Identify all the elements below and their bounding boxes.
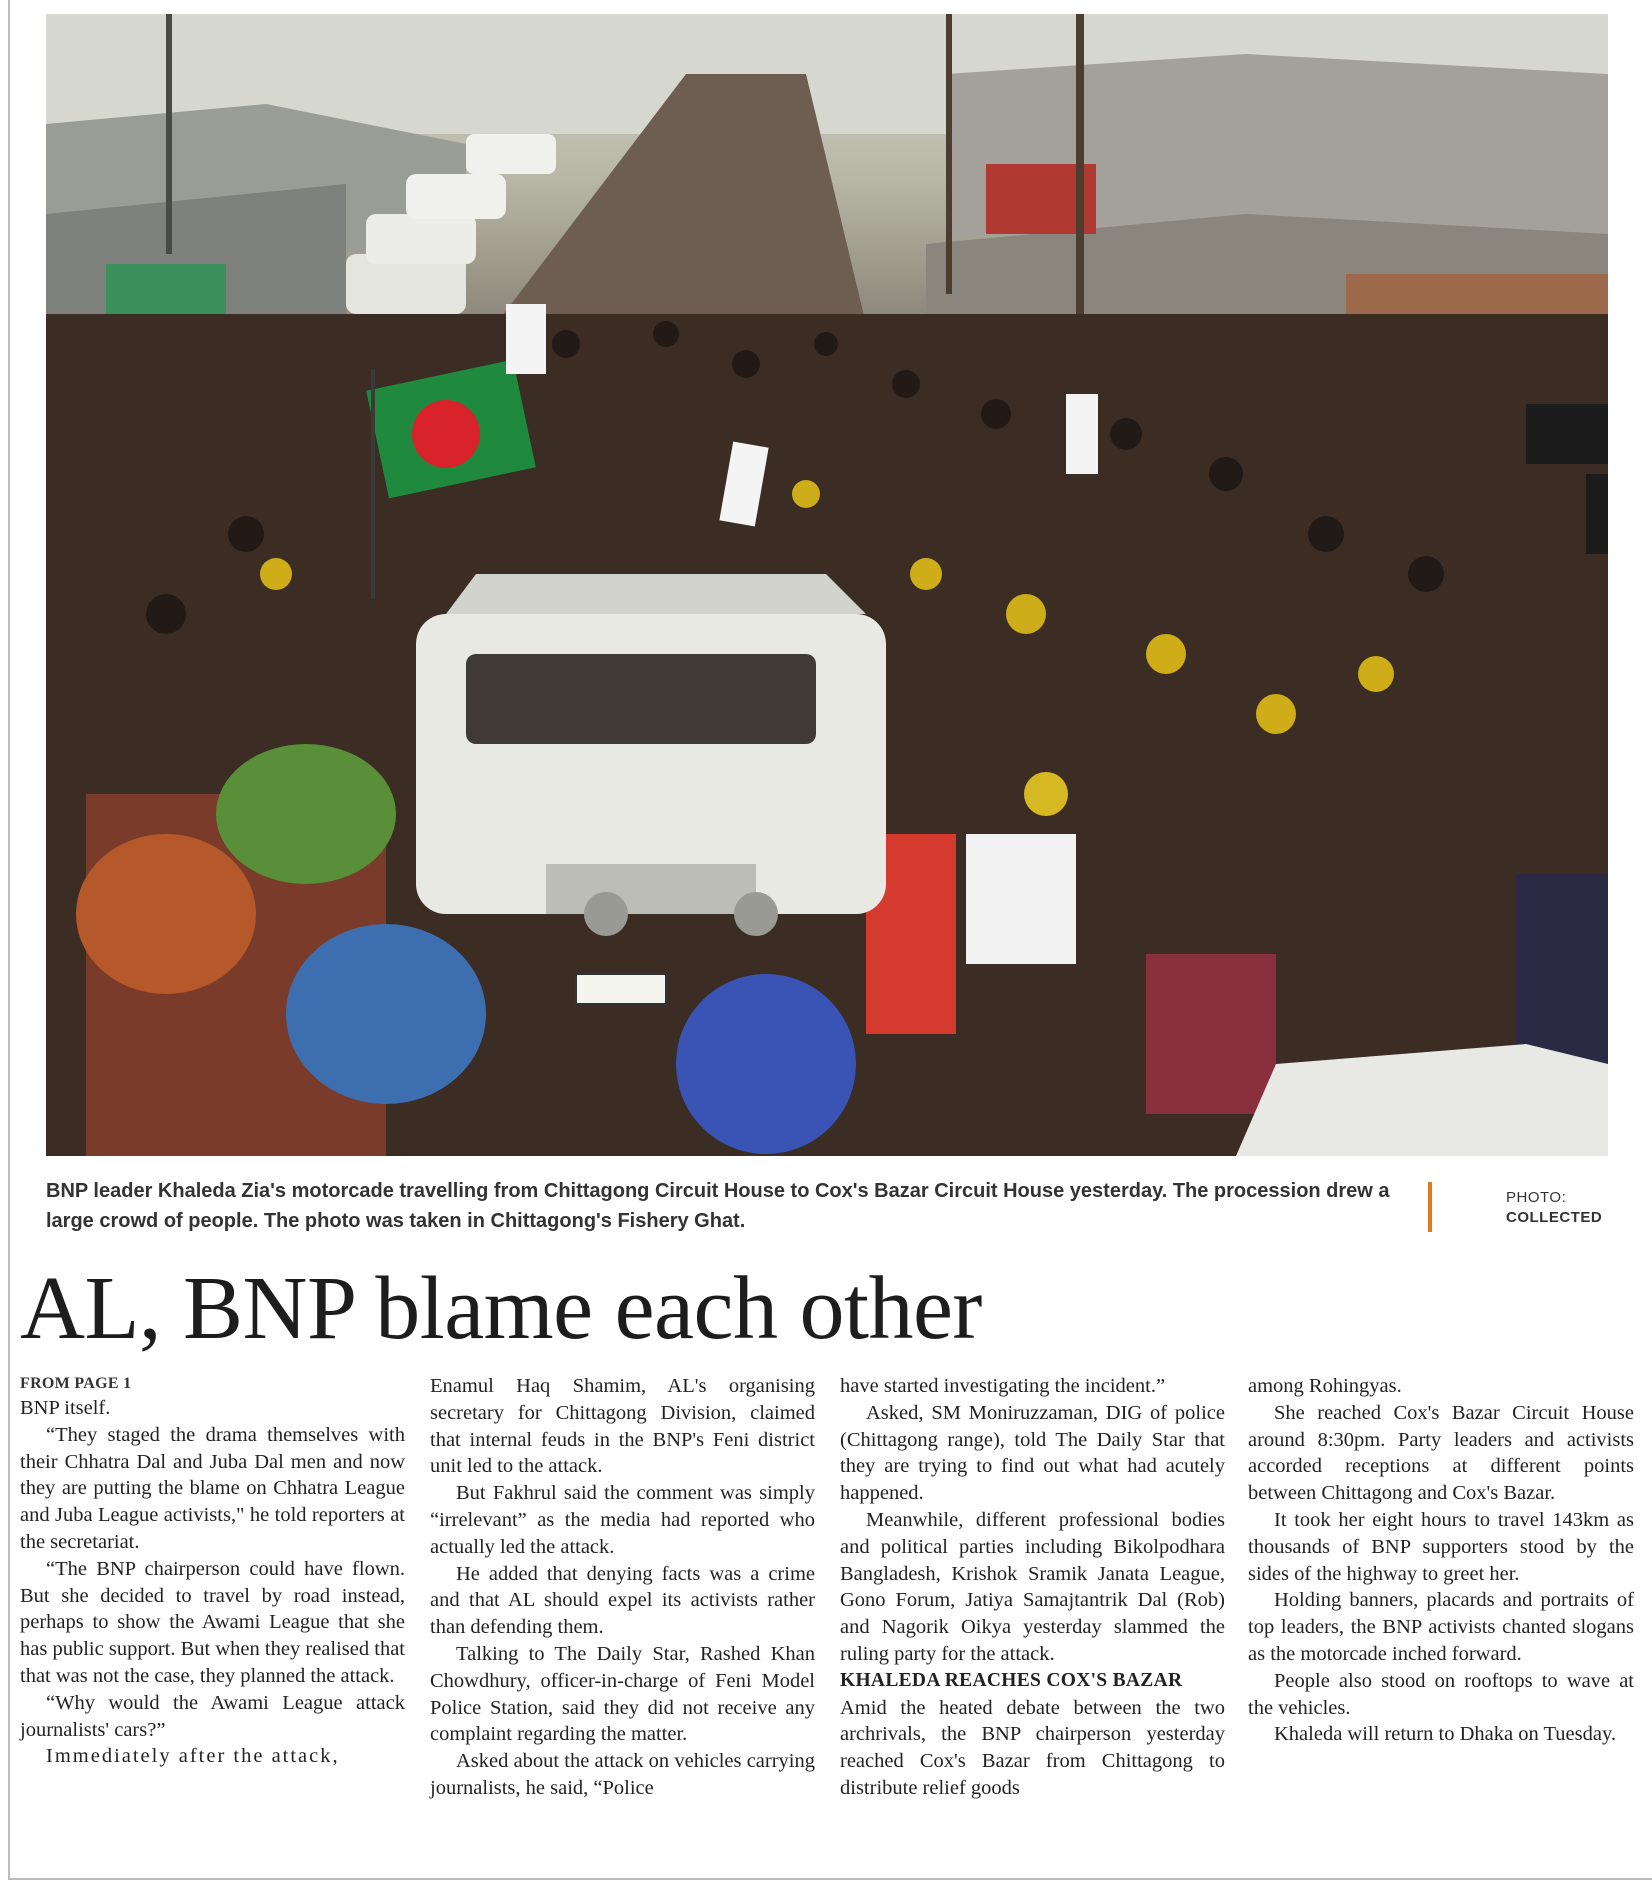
paragraph: Enamul Haq Shamim, AL's organising secretary for Chittagong Division, claimed that internal feuds in the BNP's Feni district unit led to the attack. bbox=[430, 1375, 815, 1478]
paragraph: Holding banners, placards and portraits of top leaders, the BNP activists chanted slogans as the motorcade inched forward. bbox=[1248, 1589, 1634, 1665]
paragraph: “Why would the Awami League attack journalists' cars?” bbox=[20, 1691, 405, 1741]
article-column-3 bbox=[840, 1373, 1225, 1802]
photo-credit-label: PHOTO: bbox=[1506, 1189, 1567, 1206]
paragraph: among Rohingyas. bbox=[1248, 1375, 1402, 1397]
paragraph: Asked, SM Moniruzzaman, DIG of police (Chittagong range), told The Daily Star that they are trying to find out what had acutely happened. bbox=[840, 1401, 1225, 1505]
article-subhead: KHALEDA REACHES COX'S BAZAR bbox=[840, 1669, 1183, 1691]
article-column-2 bbox=[430, 1373, 815, 1802]
photo-illustration bbox=[46, 14, 1608, 1156]
photo-caption: BNP leader Khaleda Zia's motorcade travelling from Chittagong Circuit House to Cox's Bazar Circuit House yesterday. The procession drew a large crowd of people. The photo was taken in Chittagong's Fishery Ghat. bbox=[46, 1180, 1390, 1232]
paragraph: She reached Cox's Bazar Circuit House around 8:30pm. Party leaders and activists accorded receptions at different points between Chittagong and Cox's Bazar. bbox=[1248, 1401, 1634, 1505]
caption-credit-divider bbox=[1428, 1182, 1432, 1232]
paragraph: Talking to The Daily Star, Rashed Khan Chowdhury, officer-in-charge of Feni Model Police Station, said they did not receive any complaint regarding the matter. bbox=[430, 1642, 815, 1746]
dateline: FROM PAGE 1 bbox=[20, 1375, 132, 1392]
paragraph: Asked about the attack on vehicles carrying journalists, he said, “Police bbox=[430, 1750, 815, 1799]
paragraph: Amid the heated debate between the two archrivals, the BNP chairperson yesterday reached Cox's Bazar from Chittagong to distribute relief goods bbox=[840, 1696, 1225, 1799]
page-left-rule bbox=[8, 0, 10, 1880]
photo-credit bbox=[1506, 1188, 1602, 1228]
paragraph: But Fakhrul said the comment was simply “irrelevant” as the media had reported who actually led the attack. bbox=[430, 1482, 815, 1558]
paragraph: He added that denying facts was a crime and that AL should expel its activists rather than defending them. bbox=[430, 1562, 815, 1639]
article-headline: AL, BNP blame each other bbox=[20, 1259, 982, 1358]
paragraph: “They staged the drama themselves with their Chhatra Dal and Juba Dal men and now they are putting the blame on Chhatra League and Juba League activists," he told reporters at the secretariat. bbox=[20, 1423, 405, 1553]
page-bottom-rule bbox=[8, 1878, 1652, 1880]
paragraph: Immediately after the attack, bbox=[46, 1745, 340, 1768]
article-column-4 bbox=[1248, 1373, 1634, 1748]
motorcade-crowd-photo bbox=[46, 14, 1608, 1156]
paragraph: BNP itself. bbox=[20, 1397, 111, 1419]
paragraph: Meanwhile, different professional bodies and political parties including Bikolpodhara Bangladesh, Krishok Sramik Janata League, Gono Forum, Jatiya Samajtantrik Dal (Rob) and Nagorik Oikya yesterday slammed the ruling party for the attack. bbox=[840, 1508, 1225, 1665]
paragraph: Khaleda will return to Dhaka on Tuesday. bbox=[1274, 1723, 1616, 1746]
paragraph: It took her eight hours to travel 143km as thousands of BNP supporters stood by the sides of the highway to greet her. bbox=[1248, 1508, 1634, 1585]
photo-credit-name: COLLECTED bbox=[1506, 1209, 1603, 1226]
paragraph: People also stood on rooftops to wave at the vehicles. bbox=[1248, 1669, 1634, 1719]
article-column-1 bbox=[20, 1373, 405, 1770]
paragraph: “The BNP chairperson could have flown. But she decided to travel by road instead, perhaps to show the Awami League that she has public support. But when they realised that that was not the case, they planned the attack. bbox=[20, 1557, 405, 1687]
paragraph: have started investigating the incident.” bbox=[840, 1375, 1166, 1397]
